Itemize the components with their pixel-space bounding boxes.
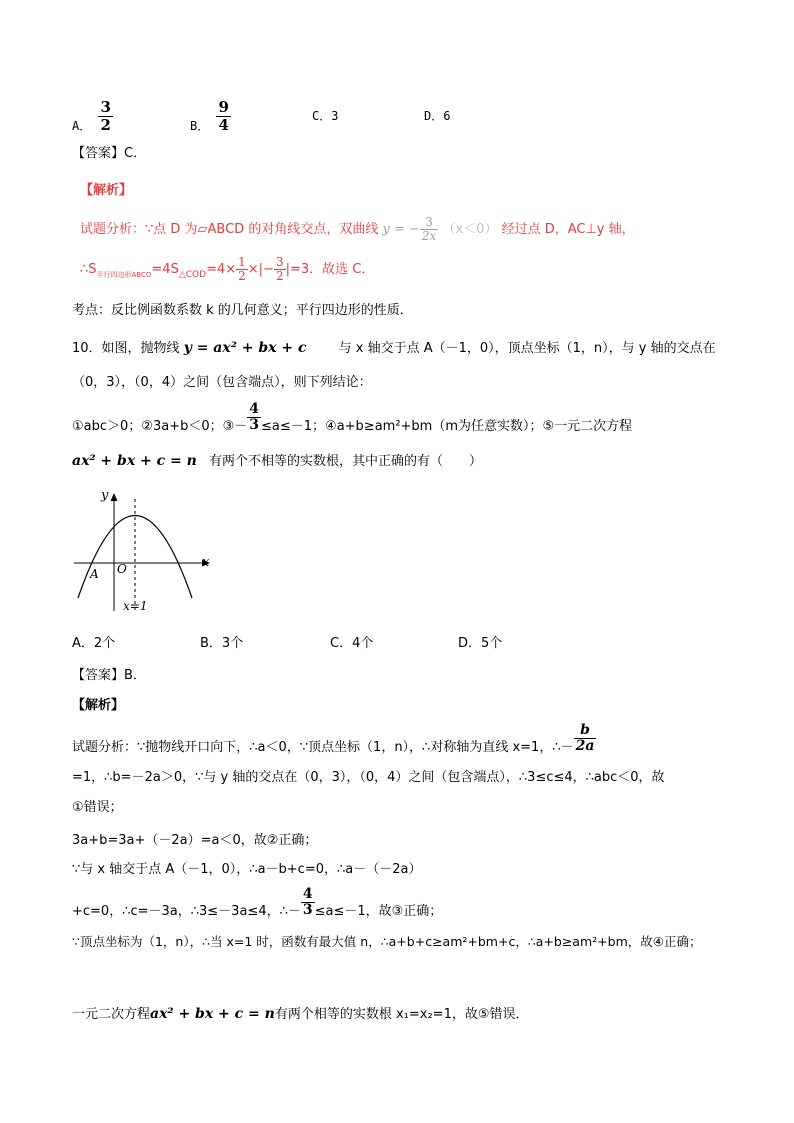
q9-option-a: [72, 99, 113, 133]
q10-solution-line4: 3a+b=3a+（－2a）=a＜0，故②正确；: [72, 833, 318, 848]
q10-line1: 10．如图，抛物线 y = ax² + bx + c 与 x 轴交于点 A（－1，0），顶点坐标（1，n），与 y 轴的交点在: [72, 340, 716, 356]
symmetry-axis-label: x=1: [123, 599, 148, 613]
q10-option-b: B．3个: [200, 636, 244, 651]
q10-solution-line7: ∵顶点坐标为（1，n），∴当 x=1 时，函数有最大值 n，∴a+b+c≥am²+bm+c，∴a+b≥am²+bm，故④正确；: [72, 934, 702, 949]
q10-solution-line8: 一元二次方程ax² + bx + c = n有两个相等的实数根 x₁=x₂=1，故⑤错误．: [72, 1006, 529, 1022]
q10-line2: （0，3），（0，4）之间（包含端点），则下列结论：: [72, 375, 372, 390]
q9-option-c: C．3: [312, 109, 339, 123]
q10-line4: ax² + bx + c = n 有两个不相等的实数根，其中正确的有（ ）: [72, 453, 482, 469]
q9-kaodian: 考点：反比例函数系数 k 的几何意义；平行四边形的性质．: [72, 303, 413, 318]
q10-solution-line6: +c=0，∴c=－3a，∴3≤－3a≤4，∴－ $\frac{4}{3}$ ≤a≤－1，故③正确；: [72, 886, 443, 920]
q10-solution-line3: ①错误；: [72, 800, 123, 815]
option-label: A．: [72, 118, 92, 133]
x-axis-label: x: [202, 555, 210, 570]
fraction: $\frac{1}{2}$: [238, 255, 246, 284]
q10-solution-line5: ∵与 x 轴交于点 A（－1，0），∴a－b+c=0，∴a－（－2a）: [72, 862, 422, 877]
fraction: $\frac{3}{2x}$: [421, 215, 437, 244]
q9-analysis-line1: 试题分析：∵点 D 为▱ABCD 的对角线交点，双曲线 y = − $\frac{3}{2x}$ （x＜0） 经过点 D，AC⊥y 轴，: [80, 215, 635, 244]
q10-option-a: A．2个: [72, 636, 116, 651]
fraction: $\frac{b}{2a}$: [575, 722, 595, 755]
point-a-label: A: [90, 567, 99, 581]
q10-line3: ①abc＞0；②3a+b＜0；③－ $\frac{4}{3}$ ≤a≤－1；④a+b≥am²+bm（m为任意实数）；⑤一元二次方程: [72, 401, 633, 435]
q10-solution-line2: =1，∴b=－2a＞0，∵与 y 轴的交点在（0，3），（0，4）之间（包含端点），∴3≤c≤4，∴abc＜0，故: [72, 770, 665, 785]
formula: ax² + bx + c = n: [150, 1006, 275, 1022]
formula: y = ax² + bx + c: [183, 340, 307, 356]
q9-answer: 【答案】C．: [72, 146, 147, 161]
fraction: $\frac{4}{3}$: [249, 401, 260, 434]
q10-option-d: D．5个: [458, 636, 503, 651]
option-label: B．: [190, 118, 210, 133]
y-axis-arrow: [111, 493, 118, 501]
q10-answer: 【答案】B．: [72, 668, 146, 683]
q9-analysis-line2: $\therefore S_{平行四边形ABCO}=4S_{\triangle COD}=4\times$ $\frac{1}{2}$ ×|− $\frac{3}{2}$ |=3．故选 C．: [80, 255, 375, 284]
parabola-graph: [74, 483, 224, 615]
formula: ax² + bx + c = n: [72, 453, 197, 469]
origin-label: O: [117, 562, 127, 576]
q10-solution-line1: 试题分析：∵抛物线开口向下，∴a＜0，∵顶点坐标（1，n），∴对称轴为直线 x=1，∴－ $\frac{b}{2a}$: [72, 722, 595, 756]
fraction: $\frac{4}{3}$: [302, 886, 313, 919]
q9-option-b: [190, 99, 231, 133]
q9-option-d: D．6: [424, 109, 451, 123]
fraction: $\frac{9}{4}$: [218, 98, 229, 134]
q9-analysis-title: 【解析】: [80, 183, 133, 198]
fraction: $\frac{3}{2}$: [100, 98, 111, 134]
fraction: $\frac{3}{2}$: [275, 255, 284, 284]
q10-option-c: C．4个: [330, 636, 374, 651]
y-axis-label: y: [101, 488, 109, 503]
q10-analysis-title: 【解析】: [72, 698, 125, 713]
